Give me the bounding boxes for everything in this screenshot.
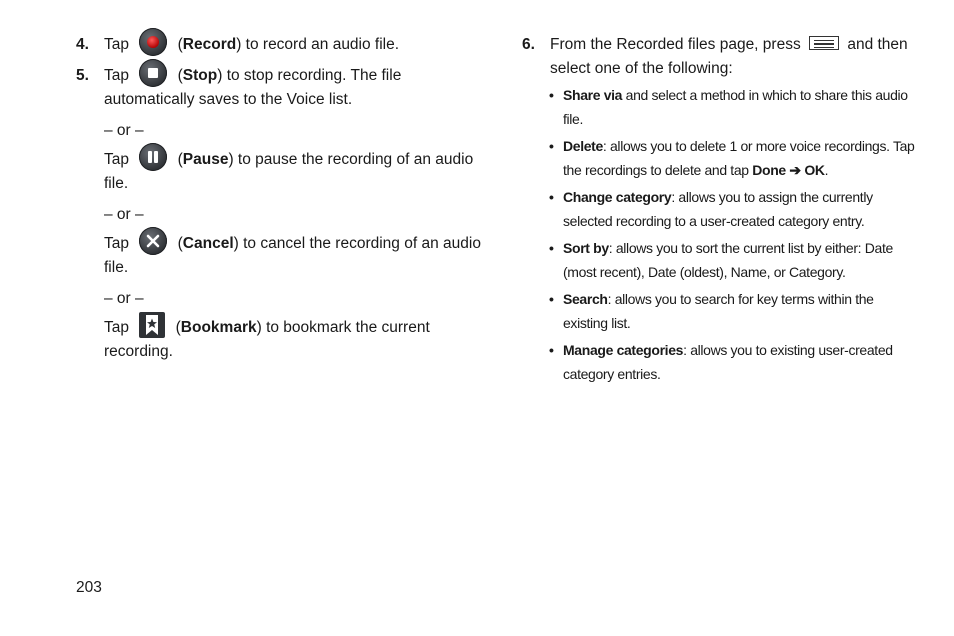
step-6-text: From the Recorded files page, press (550, 36, 801, 53)
or-separator: – or – (104, 290, 144, 307)
step-5-text: ) to stop recording. The file (217, 67, 402, 84)
option-label: Delete (563, 138, 603, 154)
cancel-label: Cancel (182, 235, 234, 252)
option-label: Sort by (563, 240, 609, 256)
list-item (549, 338, 919, 386)
pause-icon (139, 143, 167, 171)
step-6 (522, 33, 908, 57)
step-number: 5. (76, 67, 89, 84)
step-5-line-2: automatically saves to the Voice list. (104, 91, 353, 108)
option-text: : allows you to delete 1 or more voice recordings. Tap the recordings to delete and tap (563, 138, 915, 178)
option-list (549, 83, 919, 389)
record-label: Record (182, 36, 237, 53)
option-text: and select a method in which to share this audio file. (563, 87, 908, 127)
option-label: Search (563, 291, 608, 307)
bookmark-label: Bookmark (180, 319, 257, 336)
tap-word: Tap (104, 67, 129, 84)
or-separator: – or – (104, 206, 144, 223)
option-label: Change category (563, 189, 672, 205)
pause-instruction: Tap (Pause) to pause the recording of an audio (104, 148, 473, 172)
tap-word: Tap (104, 319, 129, 336)
option-text: : allows you to assign the currently selected recording to a user-created category entry. (563, 189, 873, 229)
menu-key-icon (809, 36, 839, 50)
list-item (549, 287, 919, 335)
list-item (549, 83, 919, 131)
step-6-text-end: and then (847, 36, 908, 53)
cancel-line-2: file. (104, 259, 129, 276)
done-label: Done (752, 162, 786, 178)
option-text: : allows you to sort the current list by either: Date (most recent), Date (oldest), Name, or Category. (563, 240, 893, 280)
cancel-icon (139, 227, 167, 255)
pause-label: Pause (182, 151, 229, 168)
step-4-text: ) to record an audio file. (236, 36, 400, 53)
stop-label: Stop (182, 67, 218, 84)
or-separator: – or – (104, 122, 144, 139)
list-item (549, 236, 919, 284)
step-4: 4. Tap (Record) to record an audio file. (104, 33, 399, 57)
option-text: : allows you to existing user-created category entries. (563, 342, 893, 382)
bookmark-text: ) to bookmark the current (256, 319, 430, 336)
list-item (549, 185, 919, 233)
arrow-glyph: ➔ (785, 162, 805, 178)
tap-word: Tap (104, 151, 129, 168)
bookmark-icon (139, 312, 165, 338)
pause-text: ) to pause the recording of an audio (228, 151, 474, 168)
tap-word: Tap (104, 36, 129, 53)
step-number: 4. (76, 36, 89, 53)
ok-label: OK (804, 162, 825, 178)
bookmark-line-2: recording. (104, 343, 173, 360)
step-5: 5. Tap (Stop) to stop recording. The file (104, 64, 401, 88)
cancel-text: ) to cancel the recording of an audio (233, 235, 481, 252)
record-icon (139, 28, 167, 56)
bookmark-instruction: Tap (Bookmark) to bookmark the current (104, 316, 430, 340)
stop-icon (139, 59, 167, 87)
cancel-instruction: Tap (Cancel) to cancel the recording of an audio (104, 232, 481, 256)
option-text: : allows you to search for key terms within the existing list. (563, 291, 874, 331)
option-label: Share via (563, 87, 623, 103)
tap-word: Tap (104, 235, 129, 252)
step-6-line-2: select one of the following: (550, 60, 733, 77)
option-label: Manage categories (563, 342, 684, 358)
pause-line-2: file. (104, 175, 129, 192)
page-number: 203 (76, 579, 102, 596)
list-item: • Delete: allows you to delete 1 or more voice recordings. Tap the recordings to delete and tap Done ➔ OK. (549, 134, 919, 182)
step-number: 6. (522, 36, 535, 53)
